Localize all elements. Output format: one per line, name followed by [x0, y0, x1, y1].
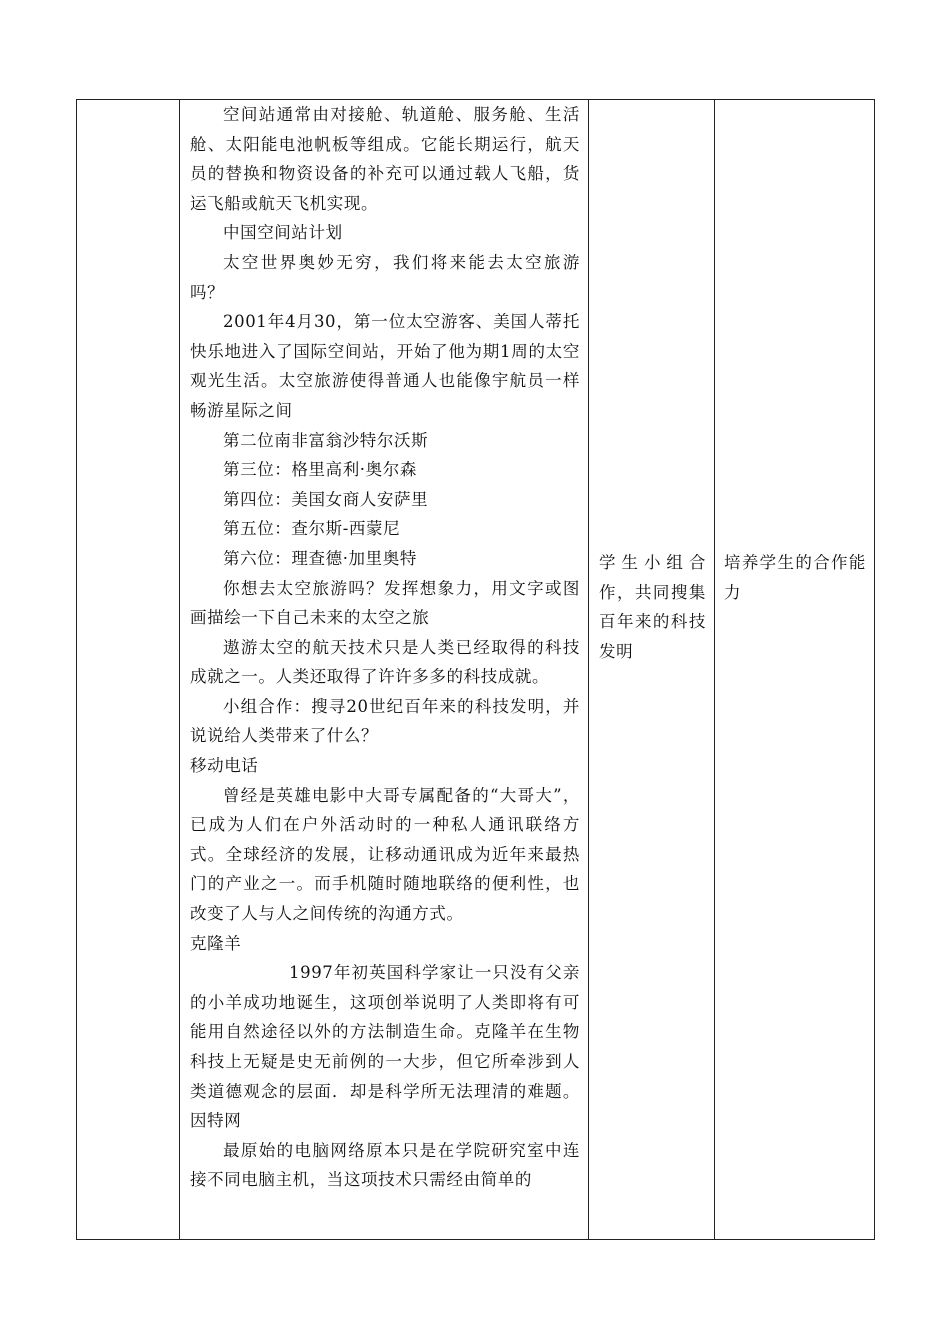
paragraph-mobile-phone: 曾经是英雄电影中大哥专属配备的“大哥大”，已成为人们在户外活动时的一种私人通讯联络方式。全球经济的发展，让移动通讯成为近年来最热门的产业之一。而手机随时随地联络的便利性，也改变了人与人之间传统的沟通方式。 [190, 785, 580, 924]
paragraph-space-station: 空间站通常由对接舱、轨道舱、服务舱、生活舱、太阳能电池帆板等组成。它能长期运行，航天员的替换和物资设备的补充可以通过载人飞船，货运飞船或航天飞机实现。 [190, 105, 580, 213]
list-item-tourist-3: 第三位：格里高利·奥尔森 [223, 460, 417, 480]
list-item-tourist-5: 第五位：查尔斯-西蒙尼 [223, 519, 401, 539]
teaching-content-column [179, 100, 588, 1239]
list-item-tourist-6: 第六位：理查德·加里奥特 [223, 548, 417, 568]
student-activity-column [588, 100, 714, 1239]
paragraph-tech-achievement: 遨游太空的航天技术只是人类已经取得的科技成就之一。人类还取得了许许多多的科技成就。 [190, 637, 580, 687]
design-intent-column [714, 100, 874, 1239]
design-intent-text: 培养学生的合作能力 [724, 553, 866, 602]
paragraph-space-question: 太空世界奥妙无穷，我们将来能去太空旅游吗？ [190, 252, 580, 302]
list-item-tourist-4: 第四位：美国女商人安萨里 [223, 489, 429, 509]
paragraph-imagine-trip: 你想去太空旅游吗？发挥想象力，用文字或图画描绘一下自己未来的太空之旅 [190, 578, 580, 628]
student-activity-text: 学生小组合作，共同搜集百年来的科技发明 [599, 553, 706, 661]
paragraph-internet: 最原始的电脑网络原本只是在学院研究室中连接不同电脑主机，当这项技术只需经由简单的 [190, 1140, 580, 1190]
lesson-plan-table [76, 99, 875, 1240]
heading-cloned-sheep: 克隆羊 [190, 933, 242, 953]
paragraph-cloned-sheep: 1997年初英国科学家让一只没有父亲的小羊成功地诞生，这项创举说明了人类即将有可能用自然途径以外的方法制造生命。克隆羊在生物科技上无疑是史无前例的一大步，但它所牵涉到人类道德观念的层面．却是科学所无法理清的难题。因特网 [190, 963, 580, 1131]
paragraph-china-plan: 中国空间站计划 [223, 223, 343, 243]
stage-column [77, 100, 179, 1239]
paragraph-first-tourist: 2001年4月30，第一位太空游客、美国人蒂托快乐地进入了国际空间站，开始了他为期1周的太空观光生活。太空旅游使得普通人也能像宇航员一样畅游星际之间 [190, 312, 580, 420]
heading-mobile-phone: 移动电话 [190, 756, 259, 776]
paragraph-group-task: 小组合作：搜寻20世纪百年来的科技发明，并说说给人类带来了什么？ [190, 696, 580, 746]
list-item-tourist-2: 第二位南非富翁沙特尔沃斯 [223, 430, 429, 450]
